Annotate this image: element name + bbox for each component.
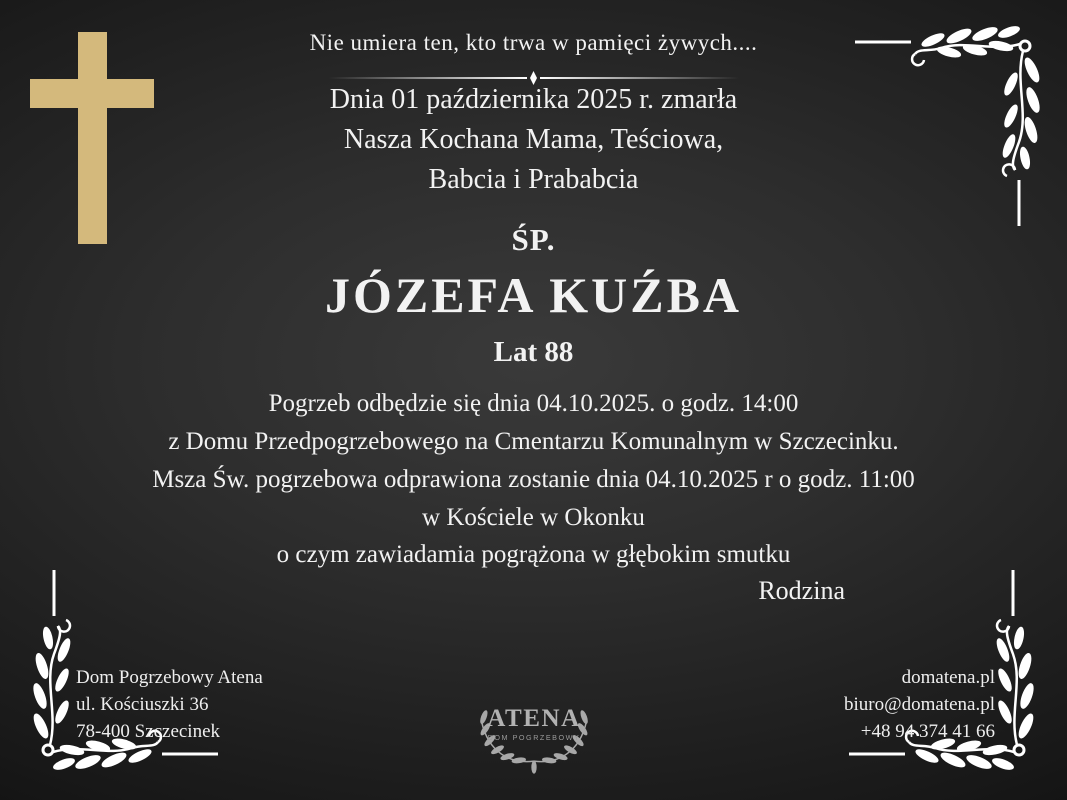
- signature: Rodzina: [758, 576, 845, 605]
- funeral-detail-line: Pogrzeb odbędzie się dnia 04.10.2025. o godz. 14:00: [268, 390, 799, 417]
- phone: +48 94 374 41 66: [860, 721, 995, 742]
- email: biuro@domatena.pl: [844, 694, 995, 715]
- divider-line-right: [540, 77, 739, 79]
- funeral-home-street: ul. Kościuszki 36: [76, 694, 209, 715]
- funeral-home-name: Dom Pogrzebowy Atena: [76, 667, 263, 688]
- relation-line-2: Babcia i Prababcia: [428, 164, 639, 195]
- funeral-home-city: 78-400 Szczecinek: [76, 721, 221, 742]
- funeral-detail-line: z Domu Przedpogrzebowego na Cmentarzu Komunalnym w Szczecinku.: [168, 428, 899, 455]
- death-date-line: Dnia 01 października 2025 r. zmarła: [329, 84, 738, 115]
- honorific: ŚP.: [511, 222, 556, 257]
- website: domatena.pl: [901, 667, 995, 688]
- logo-title: ATENA: [486, 705, 581, 733]
- age-line: Lat 88: [493, 336, 574, 368]
- diamond-divider: [329, 71, 739, 85]
- funeral-detail-line: Msza Św. pogrzebowa odprawiona zostanie dnia 04.10.2025 r o godz. 11:00: [152, 466, 915, 493]
- memorial-quote: Nie umiera ten, kto trwa w pamięci żywych....: [309, 30, 758, 55]
- funeral-home-contact: [844, 664, 995, 745]
- funeral-detail-line: w Kościele w Okonku: [422, 504, 645, 531]
- diamond-icon: [530, 71, 537, 85]
- divider-line-left: [329, 77, 528, 79]
- logo-subtitle: DOM POGRZEBOWY: [487, 732, 580, 742]
- funeral-home-address: [76, 664, 263, 745]
- relation-line-1: Nasza Kochana Mama, Teściowa,: [343, 124, 724, 155]
- deceased-name: JÓZEFA KUŹBA: [324, 267, 743, 323]
- funeral-detail-line: o czym zawiadamia pogrążona w głębokim smutku: [276, 541, 791, 568]
- atena-laurel-logo: [458, 682, 610, 778]
